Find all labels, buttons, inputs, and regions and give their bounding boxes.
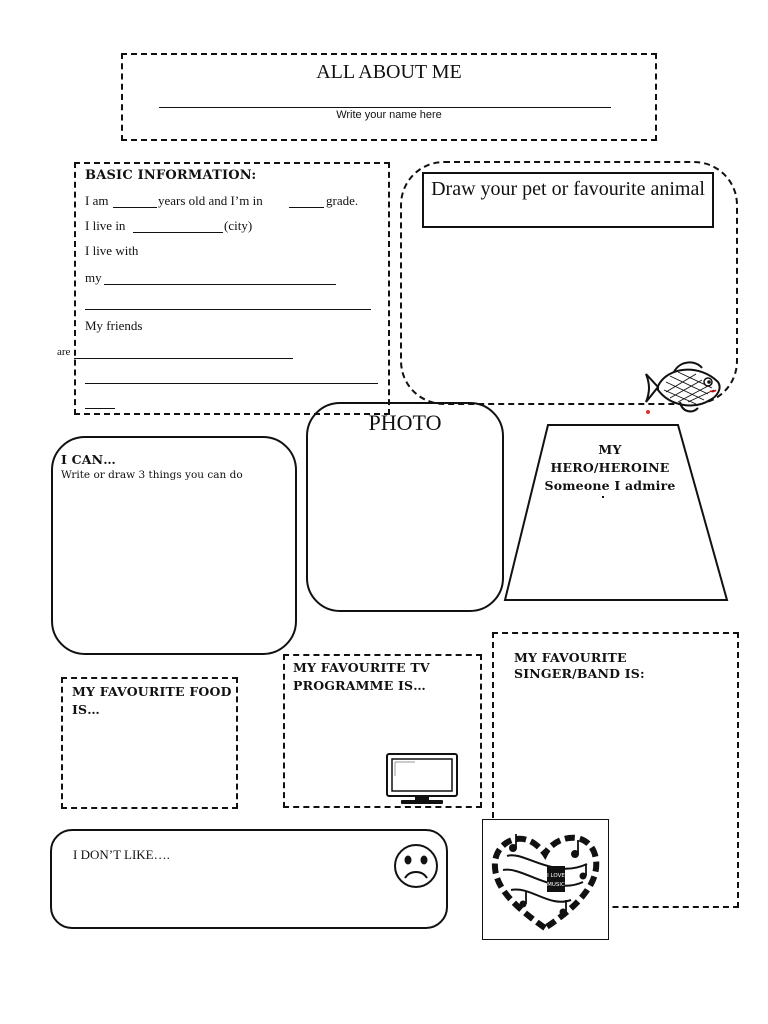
live-with-my-label: my	[85, 270, 102, 285]
tv-heading	[293, 659, 430, 695]
i-can-instruction: Write or draw 3 things you can do	[61, 469, 243, 481]
name-line[interactable]	[159, 107, 611, 108]
city-label: I live in	[85, 218, 126, 233]
age-label: I am	[85, 193, 109, 208]
tv-line-2: PROGRAMME IS…	[293, 678, 426, 693]
friends-are-label: are	[57, 346, 71, 358]
name-caption: Write your name here	[336, 109, 442, 121]
hero-line-1: MY	[598, 442, 622, 457]
singer-line-2: SINGER/BAND IS:	[514, 666, 645, 681]
i-can-heading: I CAN…	[61, 452, 116, 467]
friends-label: My friends	[85, 318, 143, 333]
red-dot	[646, 410, 650, 414]
food-line-2: IS…	[72, 702, 100, 717]
grade-suffix: grade.	[326, 193, 359, 208]
dont-like-label: I DON’T LIKE….	[73, 847, 170, 862]
singer-heading	[514, 650, 645, 682]
tv-icon	[385, 752, 459, 806]
singer-line-1: MY FAVOURITE	[514, 650, 627, 665]
hero-dot	[602, 496, 604, 498]
tv-line-1: MY FAVOURITE TV	[293, 660, 430, 675]
grade-blank[interactable]	[289, 207, 324, 208]
friends-blank[interactable]	[74, 358, 293, 359]
music-text-2: MUSIC	[547, 882, 565, 888]
grade-label: years old and I’m in	[158, 193, 263, 208]
live-with-label: I live with	[85, 243, 139, 258]
music-text-1: I LOVE	[547, 873, 565, 879]
food-heading	[72, 683, 232, 719]
friends-blank-2[interactable]	[85, 383, 378, 384]
live-with-blank[interactable]	[104, 284, 336, 285]
title-box	[121, 53, 657, 141]
page-title: ALL ABOUT ME	[316, 61, 462, 83]
hero-line-2: HERO/HEROINE	[550, 460, 670, 475]
friends-blank-3[interactable]	[85, 408, 115, 409]
food-line-1: MY FAVOURITE FOOD	[72, 684, 232, 699]
music-heart-icon	[483, 820, 608, 939]
age-blank[interactable]	[113, 207, 157, 208]
hero-line-3: Someone I admire	[544, 478, 676, 493]
sad-face-icon	[392, 842, 440, 890]
city-blank[interactable]	[133, 232, 223, 233]
live-with-blank-2[interactable]	[85, 309, 371, 310]
pet-heading: Draw your pet or favourite animal	[422, 172, 714, 228]
fish-icon	[644, 356, 728, 418]
photo-box[interactable]	[306, 402, 504, 612]
dont-like-box[interactable]	[50, 829, 448, 929]
music-heart-image	[482, 819, 609, 940]
hero-heading	[540, 441, 680, 495]
basic-information-heading: BASIC INFORMATION:	[85, 168, 257, 183]
photo-label: PHOTO	[368, 410, 442, 435]
city-suffix: (city)	[224, 218, 253, 233]
